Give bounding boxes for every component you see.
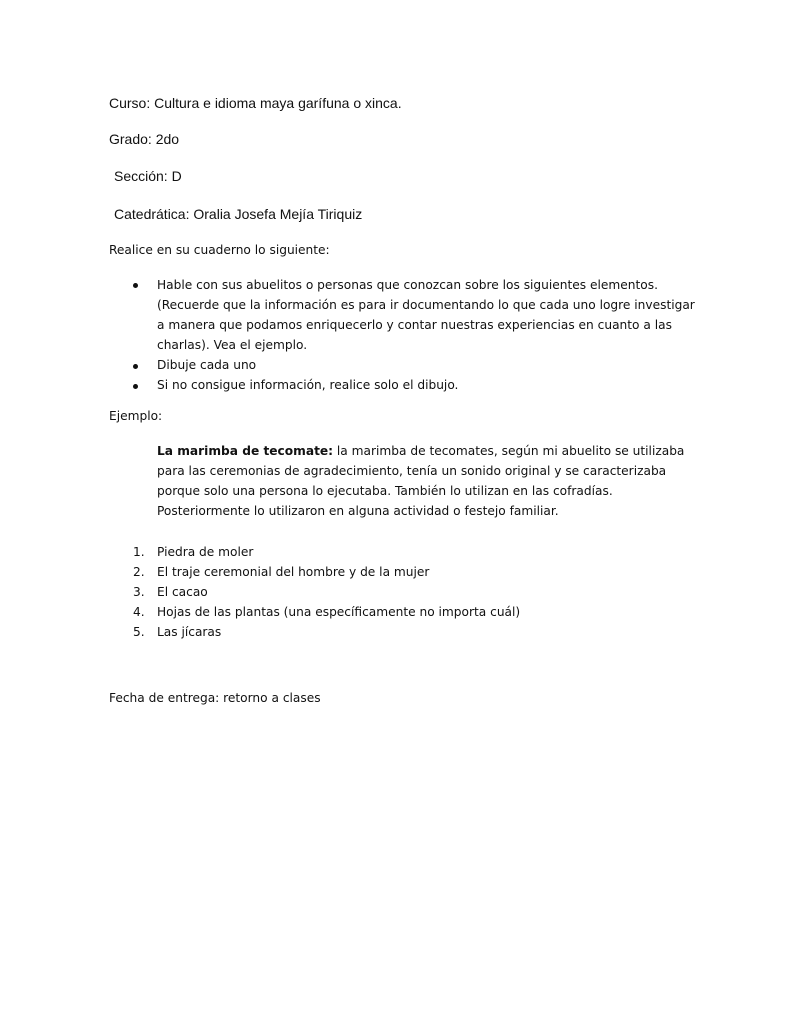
grade-line: Grado: 2do	[109, 131, 180, 147]
example-label: Ejemplo:	[109, 409, 163, 423]
list-text: El cacao	[157, 585, 208, 599]
example-term: La marimba de tecomate:	[157, 444, 334, 458]
example-text: la marimba de tecomates, según mi abuelito se utilizaba para las ceremonias de agradecimiento, tenía un sonido original y se caracterizaba porque solo una persona lo ejecutaba. También lo utilizan en las cofradías. Posteriormente lo utilizaron en alguna actividad o festejo familiar.	[157, 444, 685, 518]
section-line: Sección: D	[114, 168, 182, 184]
list-text: Hojas de las plantas (una específicamente no importa cuál)	[157, 605, 521, 619]
list-number: 5.	[133, 625, 145, 639]
list-number: 2.	[133, 565, 145, 579]
bullet-text: Dibuje cada uno	[157, 358, 257, 372]
teacher-line: Catedrática: Oralia Josefa Mejía Tiriquiz	[114, 206, 363, 222]
list-text: El traje ceremonial del hombre y de la mujer	[157, 565, 430, 579]
instruction-intro: Realice en su cuaderno lo siguiente:	[109, 243, 330, 257]
due-date: Fecha de entrega: retorno a clases	[109, 691, 321, 705]
example-paragraph	[157, 441, 687, 521]
course-line: Curso: Cultura e idioma maya garífuna o xinca.	[109, 95, 402, 111]
bullet-icon	[133, 384, 138, 389]
list-number: 3.	[133, 585, 145, 599]
list-number: 1.	[133, 545, 145, 559]
bullet-icon	[133, 364, 138, 369]
bullet-text: Hable con sus abuelitos o personas que conozcan sobre los siguientes elementos. (Recuerde que la información es para ir documentando lo que cada uno logre investigar a manera que podamos enriquecerlo y contar nuestras experiencias en cuanto a las charlas). Vea el ejemplo.	[157, 278, 695, 352]
list-text: Piedra de moler	[157, 545, 254, 559]
bullet-icon	[133, 283, 138, 288]
bullet-text: Si no consigue información, realice solo el dibujo.	[157, 378, 459, 392]
list-text: Las jícaras	[157, 625, 222, 639]
list-number: 4.	[133, 605, 145, 619]
